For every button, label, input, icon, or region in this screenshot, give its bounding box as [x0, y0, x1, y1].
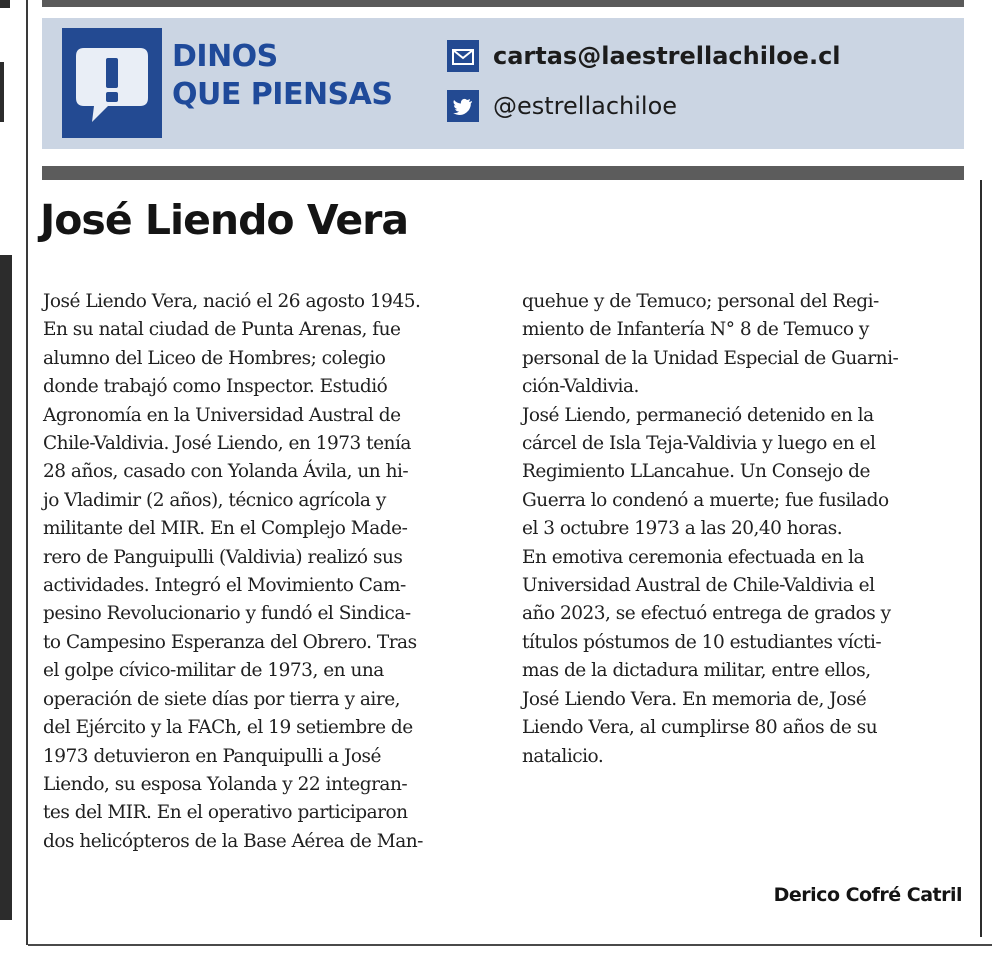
- text-line: to Campesino Esperanza del Obrero. Tras: [43, 631, 417, 653]
- bottom-rule: [28, 944, 992, 946]
- article-column-2: [522, 288, 964, 771]
- text-line: Liendo Vera, al cumplirse 80 años de su: [522, 717, 878, 739]
- text-line: ción-Valdivia.: [522, 376, 639, 398]
- text-line: militante del MIR. En el Complejo Made-: [43, 518, 408, 540]
- text-line: José Liendo Vera, nació el 26 agosto 1945.: [43, 291, 421, 312]
- text-line: el 3 octubre 1973 a las 20,40 horas.: [522, 518, 843, 540]
- headline-line-2: QUE PIENSAS: [172, 77, 393, 112]
- letters-banner: [42, 18, 964, 149]
- text-line: el golpe cívico-militar de 1973, en una: [43, 660, 384, 682]
- headline-line-1: DINOS: [172, 39, 278, 74]
- text-line: pesino Revolucionario y fundó el Sindica-: [43, 603, 411, 625]
- article-author: Derico Cofré Catril: [773, 884, 962, 906]
- text-line: 1973 detuvieron en Panquipulli a José: [43, 745, 381, 767]
- text-line: jo Vladimir (2 años), técnico agrícola y: [43, 489, 386, 511]
- text-line: donde trabajó como Inspector. Estudió: [43, 376, 388, 398]
- text-line: del Ejército y la FACh, el 19 setiembre de: [43, 717, 413, 739]
- text-line: Agronomía en la Universidad Austral de: [43, 404, 401, 426]
- twitter-handle[interactable]: @estrellachiloe: [493, 92, 678, 120]
- adjacent-page-fragment: [0, 0, 10, 8]
- text-line: quehue y de Temuco; personal del Regi-: [522, 291, 879, 312]
- text-line: Liendo, su esposa Yolanda y 22 integran-: [43, 773, 408, 795]
- text-line: títulos póstumos de 10 estudiantes vícti-: [522, 631, 882, 653]
- text-line: mas de la dictadura militar, entre ellos,: [522, 660, 871, 682]
- text-line: actividades. Integró el Movimiento Cam-: [43, 575, 406, 597]
- email-contact[interactable]: [447, 40, 841, 72]
- text-line: 28 años, casado con Yolanda Ávila, un hi-: [43, 461, 409, 483]
- column-divider: [26, 0, 28, 945]
- adjacent-page-fragment: [0, 255, 12, 920]
- email-address[interactable]: cartas@laestrellachiloe.cl: [493, 42, 841, 70]
- twitter-bird-icon: [447, 90, 479, 122]
- text-line: operación de siete días por tierra y aire,: [43, 688, 401, 710]
- text-line: personal de la Unidad Especial de Guarni-: [522, 347, 899, 369]
- text-line: José Liendo, permaneció detenido en la: [522, 404, 874, 426]
- text-line: miento de Infantería N° 8 de Temuco y: [522, 319, 869, 341]
- article-column-1: [43, 288, 493, 856]
- text-line: En su natal ciudad de Punta Arenas, fue: [43, 319, 401, 341]
- text-line: En emotiva ceremonia efectuada en la: [522, 546, 865, 568]
- text-line: Universidad Austral de Chile-Valdivia el: [522, 575, 875, 597]
- text-line: Guerra lo condenó a muerte; fue fusilado: [522, 489, 889, 511]
- text-line: tes del MIR. En el operativo participaron: [43, 802, 408, 824]
- top-rule: [42, 0, 964, 7]
- text-line: cárcel de Isla Teja-Valdivia y luego en el: [522, 433, 876, 455]
- text-line: año 2023, se efectuó entrega de grados y: [522, 603, 891, 625]
- banner-headline: [172, 38, 392, 114]
- article-title: José Liendo Vera: [40, 196, 409, 244]
- text-line: Regimiento LLancahue. Un Consejo de: [522, 461, 870, 483]
- text-line: José Liendo Vera. En memoria de, José: [522, 688, 867, 710]
- adjacent-page-fragment: [0, 62, 4, 122]
- twitter-contact[interactable]: [447, 90, 677, 122]
- text-line: alumno del Liceo de Hombres; colegio: [43, 347, 386, 369]
- exclamation-speech-icon: [62, 28, 162, 138]
- section-rule: [42, 166, 964, 180]
- text-line: rero de Panguipulli (Valdivia) realizó sus: [43, 546, 403, 568]
- mail-icon: [447, 40, 479, 72]
- text-line: dos helicópteros de la Base Aérea de Man-: [43, 830, 423, 852]
- column-divider: [980, 180, 982, 937]
- text-line: Chile-Valdivia. José Liendo, en 1973 tenía: [43, 433, 411, 455]
- text-line: natalicio.: [522, 745, 604, 767]
